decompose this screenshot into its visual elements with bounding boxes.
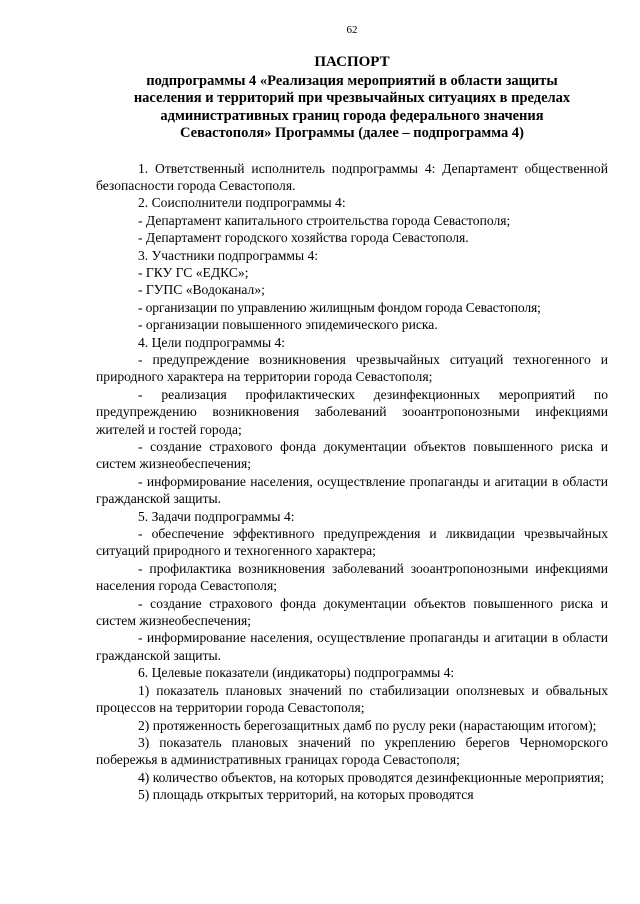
list-item: - реализация профилактических дезинфекционных мероприятий по предупреждению возникновения заболеваний зооантропонозными инфекциями жителей и гостей города; (96, 386, 608, 437)
page-number: 62 (346, 24, 358, 36)
list-item: - Департамент капитального строительства города Севастополя; (138, 212, 511, 228)
paragraph: 1. Ответственный исполнитель подпрограммы 4: Департамент общественной безопасности города Севастополя. (96, 160, 608, 193)
document-body (96, 160, 608, 804)
subtitle-line: Севастополя» Программы (далее – подпрограмма 4) (180, 125, 524, 141)
list-item: - создание страхового фонда документации объектов повышенного риска и систем жизнеобеспечения; (96, 439, 608, 472)
document-title: ПАСПОРТ (314, 54, 390, 70)
subtitle-line: населения и территорий при чрезвычайных ситуациях в пределах (133, 90, 571, 106)
section-heading: 3. Участники подпрограммы 4: (138, 247, 319, 263)
subtitle-line: подпрограммы 4 «Реализация мероприятий в области защиты (146, 72, 558, 89)
document-header (96, 54, 608, 143)
list-item: - ГУПС «Водоканал»; (138, 282, 265, 298)
section-heading: 6. Целевые показатели (индикаторы) подпрограммы 4: (138, 665, 455, 681)
list-item: - организации повышенного эпидемического риска. (138, 317, 438, 333)
list-item: - предупреждение возникновения чрезвычайных ситуаций техногенного и природного характера на территории города Севастополя; (96, 351, 608, 385)
list-item: 5) площадь открытых территорий, на которых проводятся (138, 787, 474, 803)
list-item: - информирование населения, осуществление пропаганды и агитации в области гражданской защиты. (96, 473, 608, 507)
list-item: - информирование населения, осуществление пропаганды и агитации в области гражданской защиты. (96, 630, 608, 663)
list-item: - профилактика возникновения заболеваний зооантропонозными инфекциями населения города Севастополя; (96, 560, 608, 594)
list-item: - организации по управлению жилищным фондом города Севастополя; (138, 299, 541, 315)
subtitle-line: административных границ города федерального значения (160, 107, 544, 124)
list-item: 2) протяженность берегозащитных дамб по руслу реки (нарастающим итогом); (138, 717, 597, 733)
list-item: 4) количество объектов, на которых проводятся дезинфекционные мероприятия; (138, 769, 605, 785)
list-item: 1) показатель плановых значений по стабилизации оползневых и обвальных процессов на территории города Севастополя; (96, 682, 608, 716)
list-item: - Департамент городского хозяйства города Севастополя. (138, 230, 469, 246)
section-heading: 5. Задачи подпрограммы 4: (138, 508, 295, 524)
list-item: - обеспечение эффективного предупреждения и ликвидации чрезвычайных ситуаций природного и техногенного характера; (96, 526, 608, 559)
list-item: - создание страхового фонда документации объектов повышенного риска и систем жизнеобеспечения; (96, 595, 608, 629)
section-heading: 4. Цели подпрограммы 4: (138, 334, 286, 350)
list-item: 3) показатель плановых значений по укреплению берегов Черноморского побережья в административных границах города Севастополя; (96, 734, 608, 768)
section-heading: 2. Соисполнители подпрограммы 4: (138, 195, 346, 211)
list-item: - ГКУ ГС «ЕДКС»; (138, 264, 249, 280)
